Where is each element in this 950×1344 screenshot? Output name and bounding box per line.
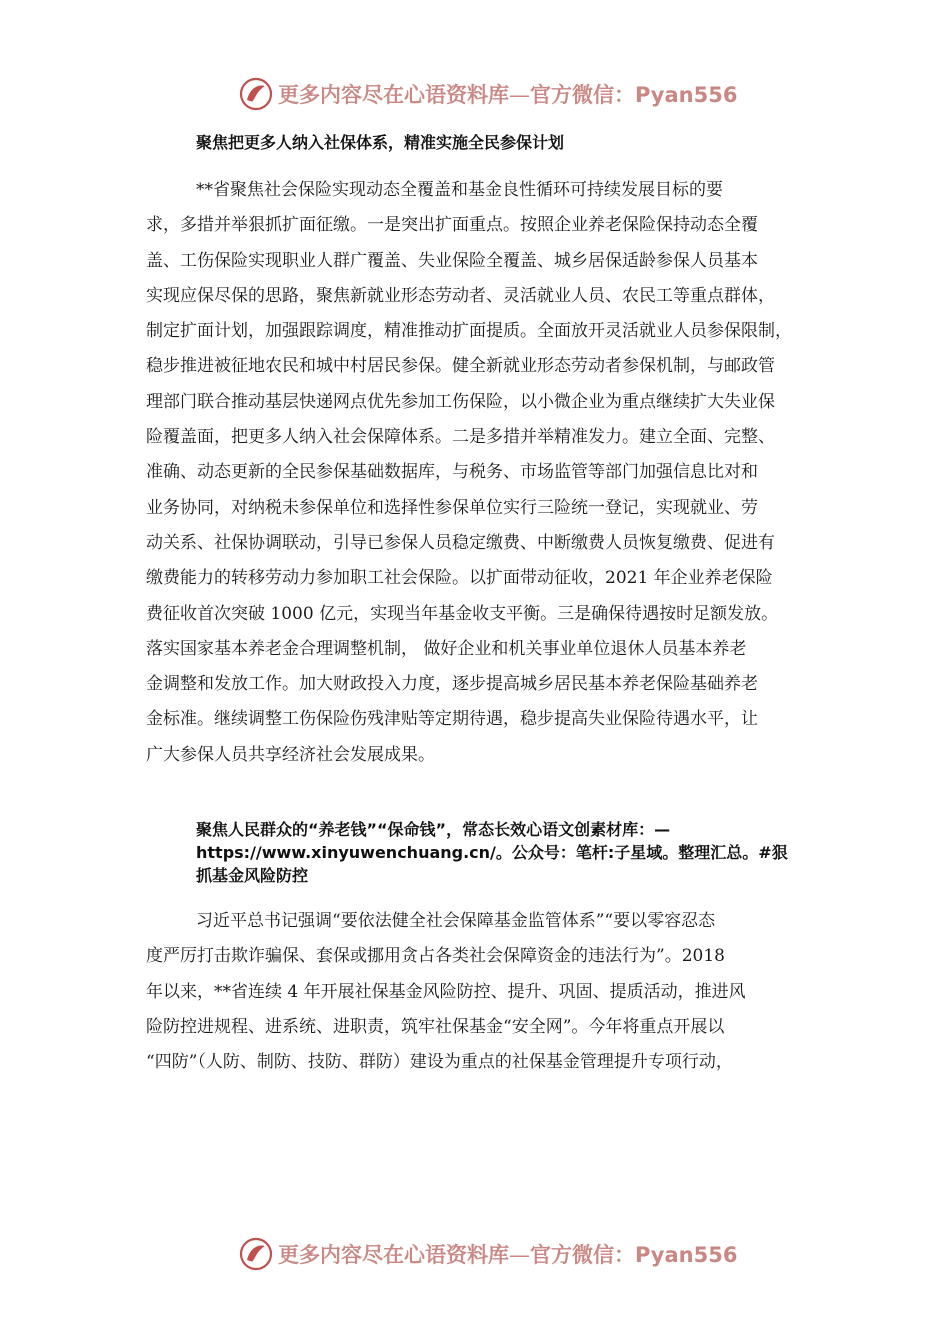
text-line: 度严厉打击欺诈骗保、套保或挪用贪占各类社会保障资金的违法行为”。2018 (146, 946, 725, 967)
text-line: 广大参保人员共享经济社会发展成果。 (146, 744, 435, 765)
heading-line: 抓基金风险防控 (196, 866, 309, 885)
text-line: 实现应保尽保的思路，聚焦新就业形态劳动者、灵活就业人员、农民工等重点群体， (146, 285, 775, 306)
header-watermark (238, 74, 737, 114)
section-body-1 (146, 173, 836, 773)
watermark-wechat: 官方微信：Pyan556 (530, 1243, 738, 1267)
text-line: 金标准。继续调整工伤保险伤残津贴等定期待遇，稳步提高失业保险待遇水平，让 (146, 709, 758, 730)
text-line: **省聚焦社会保险实现动态全覆盖和基金良性循环可持续发展目标的要 (196, 180, 723, 200)
text-line: 险覆盖面，把更多人纳入社会保障体系。二是多措并举精准发力。建立全面、完整、 (146, 427, 775, 448)
section-heading-2 (196, 818, 836, 887)
text-line: 求，多措并举狠抓扩面征缴。一是突出扩面重点。按照企业养老保险保持动态全覆 (146, 215, 758, 236)
text-line: 落实国家基本养老金合理调整机制， 做好企业和机关事业单位退休人员基本养老 (146, 638, 747, 659)
brand-logo-icon (238, 1236, 274, 1272)
section-body-2 (146, 904, 836, 1080)
heading-line-url: https://www.xinyuwenchuang.cn/。公众号：笔杆:子星域。整理汇总。#狠 (196, 843, 788, 862)
text-line: 业务协同，对纳税未参保单位和选择性参保单位实行三险统一登记，实现就业、劳 (146, 497, 758, 518)
text-line: 金调整和发放工作。加大财政投入力度，逐步提高城乡居民基本养老保险基础养老 (146, 674, 758, 695)
watermark-text (278, 1239, 737, 1269)
watermark-text (278, 79, 737, 109)
section-heading-1: 聚焦把更多人纳入社保体系，精准实施全民参保计划 (196, 133, 565, 152)
watermark-library-name: 更多内容尽在心语资料库 (278, 1243, 509, 1267)
text-line: 险防控进规程、进系统、进职责，筑牢社保基金“安全网”。今年将重点开展以 (146, 1016, 725, 1037)
text-line: 制定扩面计划，加强跟踪调度，精准推动扩面提质。全面放开灵活就业人员参保限制， (146, 321, 792, 342)
text-line: 习近平总书记强调“要依法健全社会保障基金监管体系”“要以零容忍态 (196, 911, 716, 931)
text-line: 费征收首次突破 1000 亿元，实现当年基金收支平衡。三是确保待遇按时足额发放。 (146, 603, 779, 624)
watermark-dash: — (509, 83, 530, 107)
text-line: 准确、动态更新的全民参保基础数据库，与税务、市场监管等部门加强信息比对和 (146, 462, 758, 483)
text-line: 动关系、社保协调联动，引导已参保人员稳定缴费、中断缴费人员恢复缴费、促进有 (146, 532, 775, 553)
text-line: “四防”（人防、制防、技防、群防）建设为重点的社保基金管理提升专项行动， (146, 1052, 733, 1073)
watermark-library-name: 更多内容尽在心语资料库 (278, 83, 509, 107)
watermark-dash: — (509, 1243, 530, 1267)
heading-line: 聚焦人民群众的“养老钱”“保命钱”，常态长效心语文创素材库：— (196, 820, 671, 839)
watermark-wechat: 官方微信：Pyan556 (530, 83, 738, 107)
text-line: 稳步推进被征地农民和城中村居民参保。健全新就业形态劳动者参保机制，与邮政管 (146, 356, 775, 377)
text-line: 缴费能力的转移劳动力参加职工社会保险。以扩面带动征收，2021 年企业养老保险 (146, 568, 773, 589)
footer-watermark (238, 1234, 737, 1274)
text-line: 理部门联合推动基层快递网点优先参加工伤保险，以小微企业为重点继续扩大失业保 (146, 391, 775, 412)
brand-logo-icon (238, 76, 274, 112)
text-line: 盖、工伤保险实现职业人群广覆盖、失业保险全覆盖、城乡居保适龄参保人员基本 (146, 250, 758, 271)
text-line: 年以来，**省连续 4 年开展社保基金风险防控、提升、巩固、提质活动，推进风 (146, 981, 746, 1002)
